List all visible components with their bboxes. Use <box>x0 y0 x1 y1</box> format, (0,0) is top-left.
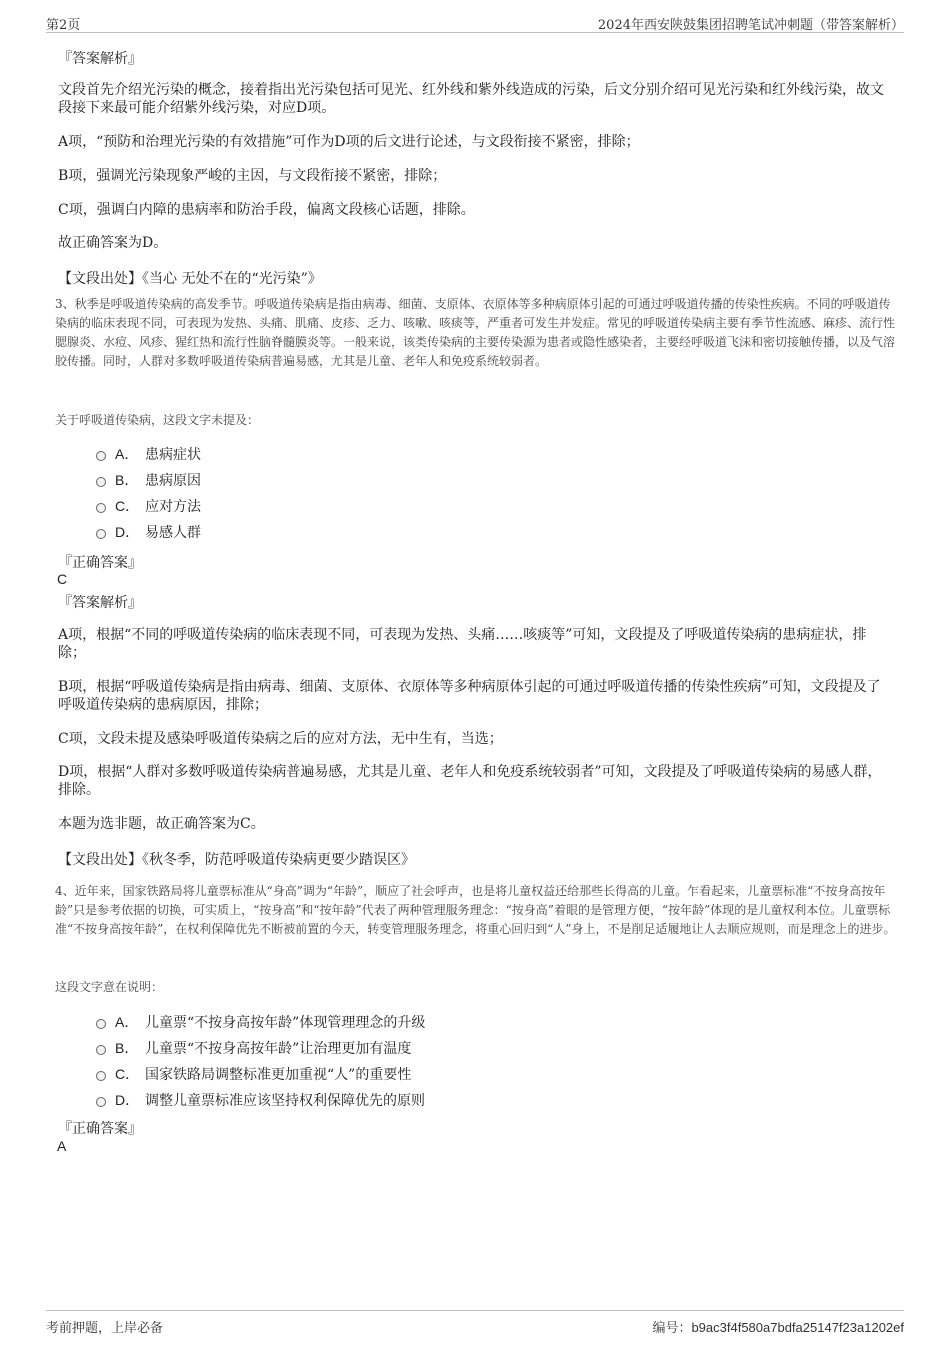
q4-option-d[interactable] <box>96 1090 425 1110</box>
page-number: 第2页 <box>46 18 81 33</box>
option-letter: D． <box>115 1092 140 1108</box>
radio-icon[interactable] <box>96 1045 106 1055</box>
option-text: 国家铁路局调整标准更加重视“人”的重要性 <box>145 1067 412 1083</box>
q3-correct-answer: C <box>57 571 68 587</box>
radio-icon[interactable] <box>96 1071 106 1081</box>
option-text: 儿童票“不按身高按年龄”体现管理理念的升级 <box>145 1015 426 1031</box>
radio-icon[interactable] <box>96 1097 106 1107</box>
option-letter: B． <box>115 1040 139 1056</box>
prev-analysis-label: 『答案解析』 <box>58 51 142 67</box>
prev-analysis-line: B项，强调光污染现象严峻的主因，与文段衔接不紧密，排除； <box>58 168 447 184</box>
q3-correct-label: 『正确答案』 <box>58 555 142 571</box>
page-footer <box>46 1310 904 1335</box>
radio-icon[interactable] <box>96 529 106 539</box>
option-letter: A． <box>115 1014 139 1030</box>
prev-analysis-line: 文段首先介绍光污染的概念，接着指出光污染包括可见光、红外线和紫外线造成的污染，后文分别介绍可见光污染和红外线污染，故文段接下来最可能介绍紫外线污染，对应D项。 <box>58 82 884 116</box>
q4-option-b[interactable] <box>96 1038 411 1058</box>
q3-source: 【文段出处】《秋冬季，防范呼吸道传染病更要少踏误区》 <box>58 852 415 868</box>
q3-stem: 3、秋季是呼吸道传染病的高发季节。呼吸道传染病是指由病毒、细菌、支原体、衣原体等多种病原体引起的可通过呼吸道传播的传染性疾病。不同的呼吸道传染病的临床表现不同，可表现为发热、头痛、肌痛、皮疹、乏力、咳嗽、咳痰等，严重者可发生并发症。常见的呼吸道传染病主要有季节性流感、麻疹、流行性腮腺炎、水痘、风疹、猩红热和流行性脑脊髓膜炎等。一般来说，该类传染病的主要传染源为患者或隐性感染者，主要经呼吸道飞沫和密切接触传播，以及气溶胶传播。同时，人群对多数呼吸道传染病普遍易感，尤其是儿童、老年人和免疫系统较弱者。 <box>55 297 896 368</box>
radio-icon[interactable] <box>96 477 106 487</box>
prev-analysis-line: 故正确答案为D。 <box>58 235 168 251</box>
q4-correct-answer: A <box>57 1138 67 1154</box>
q3-analysis-line: 本题为选非题，故正确答案为C。 <box>58 816 265 832</box>
q4-option-a[interactable] <box>96 1012 425 1032</box>
option-text: 患病原因 <box>145 473 201 489</box>
option-letter: C． <box>115 1066 140 1082</box>
q3-analysis-line: C项，文段未提及感染呼吸道传染病之后的应对方法，无中生有，当选； <box>58 731 503 747</box>
document-title: 2024年西安陕鼓集团招聘笔试冲刺题（带答案解析） <box>597 18 904 33</box>
q3-question: 关于呼吸道传染病，这段文字未提及： <box>55 413 260 427</box>
q3-analysis-line: A项，根据“不同的呼吸道传染病的临床表现不同，可表现为发热、头痛……咳痰等”可知，文段提及了呼吸道传染病的患病症状，排除； <box>58 627 867 661</box>
q3-option-c[interactable] <box>96 496 201 516</box>
option-text: 儿童票“不按身高按年龄”让治理更加有温度 <box>145 1041 412 1057</box>
option-letter: C． <box>115 498 140 514</box>
prev-source: 【文段出处】《当心 无处不在的“光污染”》 <box>58 271 322 287</box>
q4-option-c[interactable] <box>96 1064 411 1084</box>
radio-icon[interactable] <box>96 503 106 513</box>
option-letter: A． <box>115 446 139 462</box>
q3-analysis-label: 『答案解析』 <box>58 595 142 611</box>
q3-option-d[interactable] <box>96 522 201 542</box>
option-text: 易感人群 <box>145 525 201 541</box>
prev-analysis-line: A项，“预防和治理光污染的有效措施”可作为D项的后文进行论述，与文段衔接不紧密，排除； <box>58 134 640 150</box>
page-header <box>46 10 904 33</box>
radio-icon[interactable] <box>96 451 106 461</box>
q4-stem: 4、近年来，国家铁路局将儿童票标准从“身高”调为“年龄”，顺应了社会呼声，也是将儿童权益还给那些长得高的儿童。乍看起来，儿童票标准“不按身高按年龄”只是参考依据的切换，可实质上，“按身高”和“按年龄”代表了两种管理服务理念：“按身高”着眼的是管理方便，“按年龄”体现的是儿童权利本位。儿童票标准“不按身高按年龄”，在权利保障优先不断被前置的今天，转变管理服务理念，将重心回归到“人”身上，不是削足适履地让人去顺应规则，而是理念上的进步。 <box>55 884 896 936</box>
footer-slogan: 考前押题，上岸必备 <box>46 1321 164 1336</box>
q4-question: 这段文字意在说明： <box>55 980 164 994</box>
radio-icon[interactable] <box>96 1019 106 1029</box>
q3-option-a[interactable] <box>96 444 201 464</box>
document-id: 编号：b9ac3f4f580a7bdfa25147f23a1202ef <box>652 1320 904 1335</box>
q3-analysis-line: D项，根据“人群对多数呼吸道传染病普遍易感，尤其是儿童、老年人和免疫系统较弱者”可知，文段提及了呼吸道传染病的易感人群，排除。 <box>58 764 882 798</box>
prev-analysis-line: C项，强调白内障的患病率和防治手段，偏离文段核心话题，排除。 <box>58 202 475 218</box>
q4-correct-label: 『正确答案』 <box>58 1121 142 1137</box>
option-text: 患病症状 <box>145 447 201 463</box>
option-text: 应对方法 <box>145 499 201 515</box>
option-text: 调整儿童票标准应该坚持权利保障优先的原则 <box>145 1093 425 1109</box>
q3-analysis-line: B项，根据“呼吸道传染病是指由病毒、细菌、支原体、衣原体等多种病原体引起的可通过呼吸道传播的传染性疾病”可知，文段提及了呼吸道传染病的患病原因，排除； <box>58 679 881 713</box>
option-letter: B． <box>115 472 139 488</box>
q3-option-b[interactable] <box>96 470 201 490</box>
option-letter: D． <box>115 524 140 540</box>
